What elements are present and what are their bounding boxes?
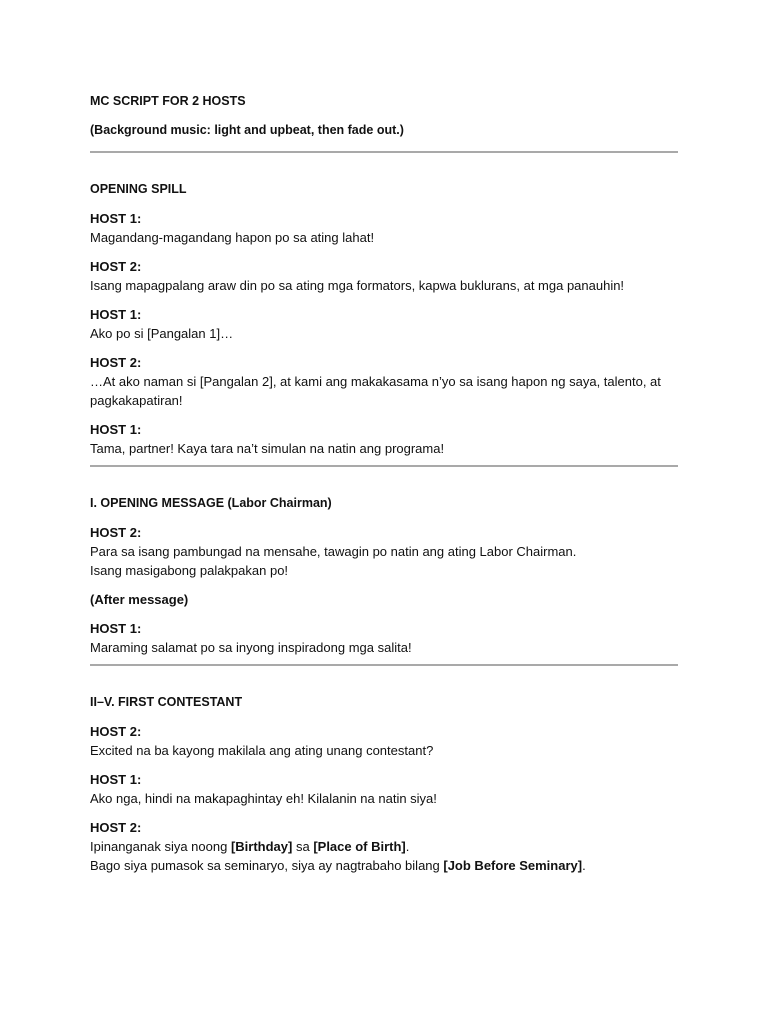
section-heading-opening-spill: OPENING SPILL <box>90 182 187 196</box>
document-page <box>90 92 680 885</box>
dialogue-block <box>90 420 680 458</box>
document-title: MC SCRIPT FOR 2 HOSTS <box>90 94 246 108</box>
dialogue-line <box>90 856 680 875</box>
dialogue-block <box>90 305 680 343</box>
speaker-label: HOST 2: <box>90 820 142 835</box>
dialogue-block <box>90 523 680 580</box>
dialogue-line: Para sa isang pambungad na mensahe, tawagin po natin ang ating Labor Chairman. <box>90 544 577 559</box>
speaker-label: HOST 2: <box>90 259 142 274</box>
dialogue-text: Ipinanganak siya noong <box>90 839 231 854</box>
dialogue-line: Maraming salamat po sa inyong inspiradong mga salita! <box>90 640 412 655</box>
stage-direction: (After message) <box>90 592 189 607</box>
speaker-label: HOST 1: <box>90 772 142 787</box>
section-divider <box>90 151 678 153</box>
section-heading-opening-message: I. OPENING MESSAGE (Labor Chairman) <box>90 496 332 510</box>
speaker-label: HOST 2: <box>90 525 142 540</box>
place-of-birth-placeholder: [Place of Birth] <box>313 839 406 854</box>
dialogue-line: Magandang-magandang hapon po sa ating lahat! <box>90 230 375 245</box>
dialogue-text: . <box>582 858 586 873</box>
speaker-label: HOST 1: <box>90 307 142 322</box>
dialogue-line: Isang masigabong palakpakan po! <box>90 563 289 578</box>
section-divider <box>90 465 678 467</box>
speaker-label: HOST 2: <box>90 355 142 370</box>
dialogue-block <box>90 770 680 808</box>
dialogue-text: . <box>405 839 410 854</box>
speaker-label: HOST 1: <box>90 211 142 226</box>
dialogue-line: Isang mapagpalang araw din po sa ating mga formators, kapwa buklurans, at mga panauhin! <box>90 278 625 293</box>
dialogue-block <box>90 257 680 295</box>
section-divider <box>90 664 678 666</box>
dialogue-block <box>90 353 680 410</box>
section-heading-first-contestant: II–V. FIRST CONTESTANT <box>90 695 243 709</box>
dialogue-block <box>90 619 680 657</box>
job-before-seminary-placeholder: [Job Before Seminary] <box>443 858 583 873</box>
speaker-label: HOST 1: <box>90 422 142 437</box>
speaker-label: HOST 1: <box>90 621 142 636</box>
dialogue-line: …At ako naman si [Pangalan 2], at kami ang makakasama n’yo sa isang hapon ng saya, talento, at pagkakapatiran! <box>90 374 661 408</box>
speaker-label: HOST 2: <box>90 724 142 739</box>
dialogue-line: Excited na ba kayong makilala ang ating unang contestant? <box>90 743 434 758</box>
dialogue-line <box>90 837 680 856</box>
dialogue-text: sa <box>292 839 314 854</box>
dialogue-line: Tama, partner! Kaya tara na’t simulan na natin ang programa! <box>90 441 445 456</box>
dialogue-block <box>90 818 680 875</box>
dialogue-line: Ako nga, hindi na makapaghintay eh! Kilalanin na natin siya! <box>90 791 437 806</box>
dialogue-line: Ako po si [Pangalan 1]… <box>90 326 234 341</box>
dialogue-block <box>90 209 680 247</box>
dialogue-text: Bago siya pumasok sa seminaryo, siya ay nagtrabaho bilang <box>90 858 444 873</box>
dialogue-block <box>90 722 680 760</box>
birthday-placeholder: [Birthday] <box>230 839 293 854</box>
background-music-note: (Background music: light and upbeat, then fade out.) <box>90 123 404 137</box>
